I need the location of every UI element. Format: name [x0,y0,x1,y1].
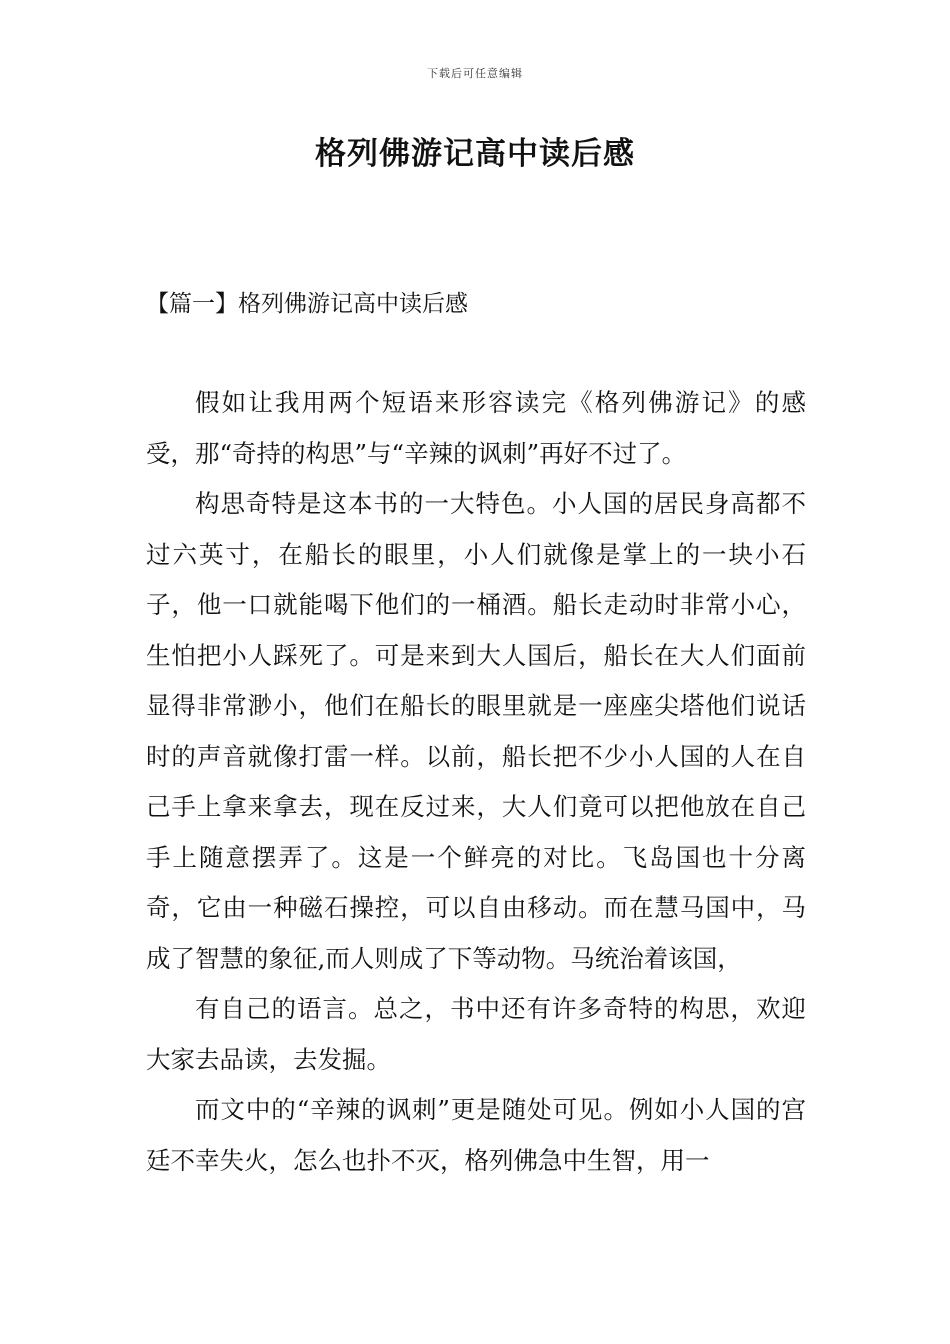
paragraph: 而文中的“辛辣的讽刺”更是随处可见。例如小人国的宫廷不幸失火，怎么也扑不灭，格列佛急中生智，用一 [146,1095,806,1175]
body-text [146,378,806,1186]
section-heading: 【篇一】格列佛游记高中读后感 [146,291,468,317]
paragraph: 假如让我用两个短语来形容读完《格列佛游记》的感受，那“奇持的构思”与“辛辣的讽刺”再好不过了。 [146,388,806,468]
paragraph: 构思奇特是这本书的一大特色。小人国的居民身高都不过六英寸，在船长的眼里，小人们就像是掌上的一块小石子，他一口就能喝下他们的一桶酒。船长走动时非常小心，生怕把小人踩死了。可是来到大人国后，船长在大人们面前显得非常渺小，他们在船长的眼里就是一座座尖塔他们说话时的声音就像打雷一样。以前，船长把不少小人国的人在自己手上拿来拿去，现在反过来，大人们竟可以把他放在自己手上随意摆弄了。这是一个鲜亮的对比。飞岛国也十分离奇，它由一种磁石操控，可以自由移动。而在慧马国中，马成了智慧的象征,而人则成了下等动物。马统治着该国， [146,489,806,973]
paragraph: 有自己的语言。总之，书中还有许多奇特的构思，欢迎大家去品读，去发掘。 [146,994,806,1074]
header-note: 下载后可任意编辑 [427,67,523,80]
document-title: 格列佛游记高中读后感 [315,136,635,172]
